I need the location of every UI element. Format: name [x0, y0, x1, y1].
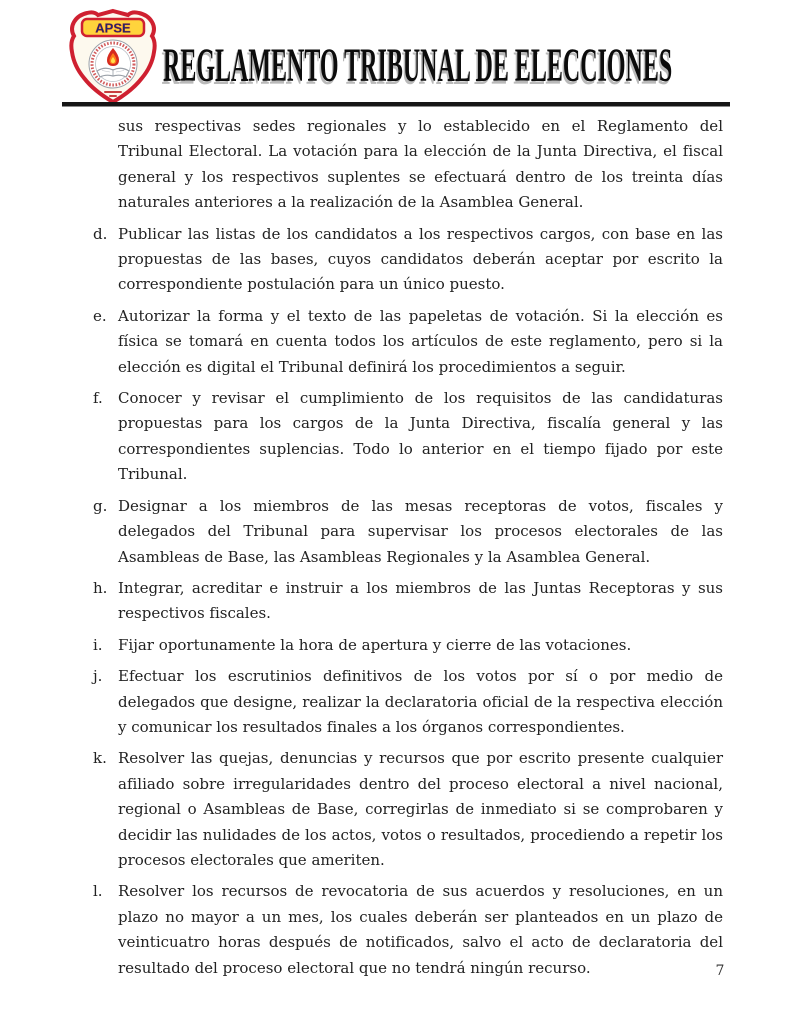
- item-letter: h.: [93, 578, 108, 597]
- item-text: Publicar las listas de los candidatos a los respectivos cargos, con base en las propuestas de las bases, cuyos candidatos deberán aceptar por escrito la correspondiente postulación para un único puesto.: [118, 224, 723, 294]
- item-text: Resolver las quejas, denuncias y recursos que por escrito presente cualquier afiliado sobre irregularidades dentro del proceso electoral a nivel nacional, regional o Asambleas de Base, corregirlas de inmediato si se comprobaren y decidir las nulidades de los actos, votos o resultados, procediendo a repetir los procesos electorales que ameriten.: [118, 749, 723, 869]
- item-letter: d.: [93, 224, 108, 243]
- list-item-g: [93, 494, 723, 570]
- list-item-k: [93, 746, 723, 873]
- page-title: REGLAMENTO TRIBUNAL DE ELECCIONES: [163, 39, 673, 92]
- item-text: Resolver los recursos de revocatoria de sus acuerdos y resoluciones, en un plazo no mayor a un mes, los cuales deberán ser planteados en un plazo de veinticuatro horas después de notificados, salvo el acto de declaratoria del resultado del proceso electoral que no tendrá ningún recurso.: [118, 882, 723, 977]
- list-item-d: [93, 222, 723, 298]
- intro-paragraph: sus respectivas sedes regionales y lo establecido en el Reglamento del Tribunal Electoral. La votación para la elección de la Junta Directiva, el fiscal general y los respectivos suplentes se efectuará dentro de los treinta días naturales anteriores a la realización de la Asamblea General.: [118, 117, 723, 212]
- list-item-h: [93, 576, 723, 627]
- item-text: Conocer y revisar el cumplimiento de los requisitos de las candidaturas propuestas para los cargos de la Junta Directiva, fiscalía general y las correspondientes suplencias. Todo lo anterior en el tiempo fijado por este Tribunal.: [118, 389, 723, 484]
- item-letter: i.: [93, 635, 103, 654]
- item-letter: g.: [93, 496, 108, 515]
- list-item-i: [93, 633, 723, 658]
- page-header: [0, 0, 792, 110]
- list-item-l: [93, 879, 723, 981]
- item-text: Efectuar los escrutinios definitivos de los votos por sí o por medio de delegados que designe, realizar la declaratoria oficial de la respectiva elección y comunicar los resultados finales a los órganos correspondientes.: [118, 667, 723, 736]
- item-text: Fijar oportunamente la hora de apertura y cierre de las votaciones.: [118, 635, 632, 654]
- document-body: [93, 114, 723, 987]
- item-letter: e.: [93, 306, 107, 325]
- motto-mark: [109, 95, 117, 97]
- item-letter: l.: [93, 882, 103, 901]
- apse-logo-icon: [66, 8, 160, 105]
- header-divider: [62, 102, 730, 107]
- list-item-f: [93, 386, 723, 488]
- motto-mark: [104, 91, 122, 93]
- item-letter: f.: [93, 389, 103, 408]
- item-letter: j.: [93, 667, 103, 686]
- list-item-j: [93, 664, 723, 740]
- item-text: Integrar, acreditar e instruir a los miembros de las Juntas Receptoras y sus respectivos fiscales.: [118, 578, 723, 623]
- item-text: Autorizar la forma y el texto de las papeletas de votación. Si la elección es física se tomará en cuenta todos los artículos de este reglamento, pero si la elección es digital el Tribunal definirá los procedimientos a seguir.: [118, 306, 723, 376]
- list-item-e: [93, 304, 723, 380]
- item-letter: k.: [93, 749, 107, 768]
- logo-acronym-text: APSE: [95, 20, 131, 36]
- item-text: Designar a los miembros de las mesas receptoras de votos, fiscales y delegados del Tribunal para supervisar los procesos electorales de las Asambleas de Base, las Asambleas Regionales y la Asamblea General.: [118, 496, 723, 566]
- page-number: 7: [715, 963, 725, 979]
